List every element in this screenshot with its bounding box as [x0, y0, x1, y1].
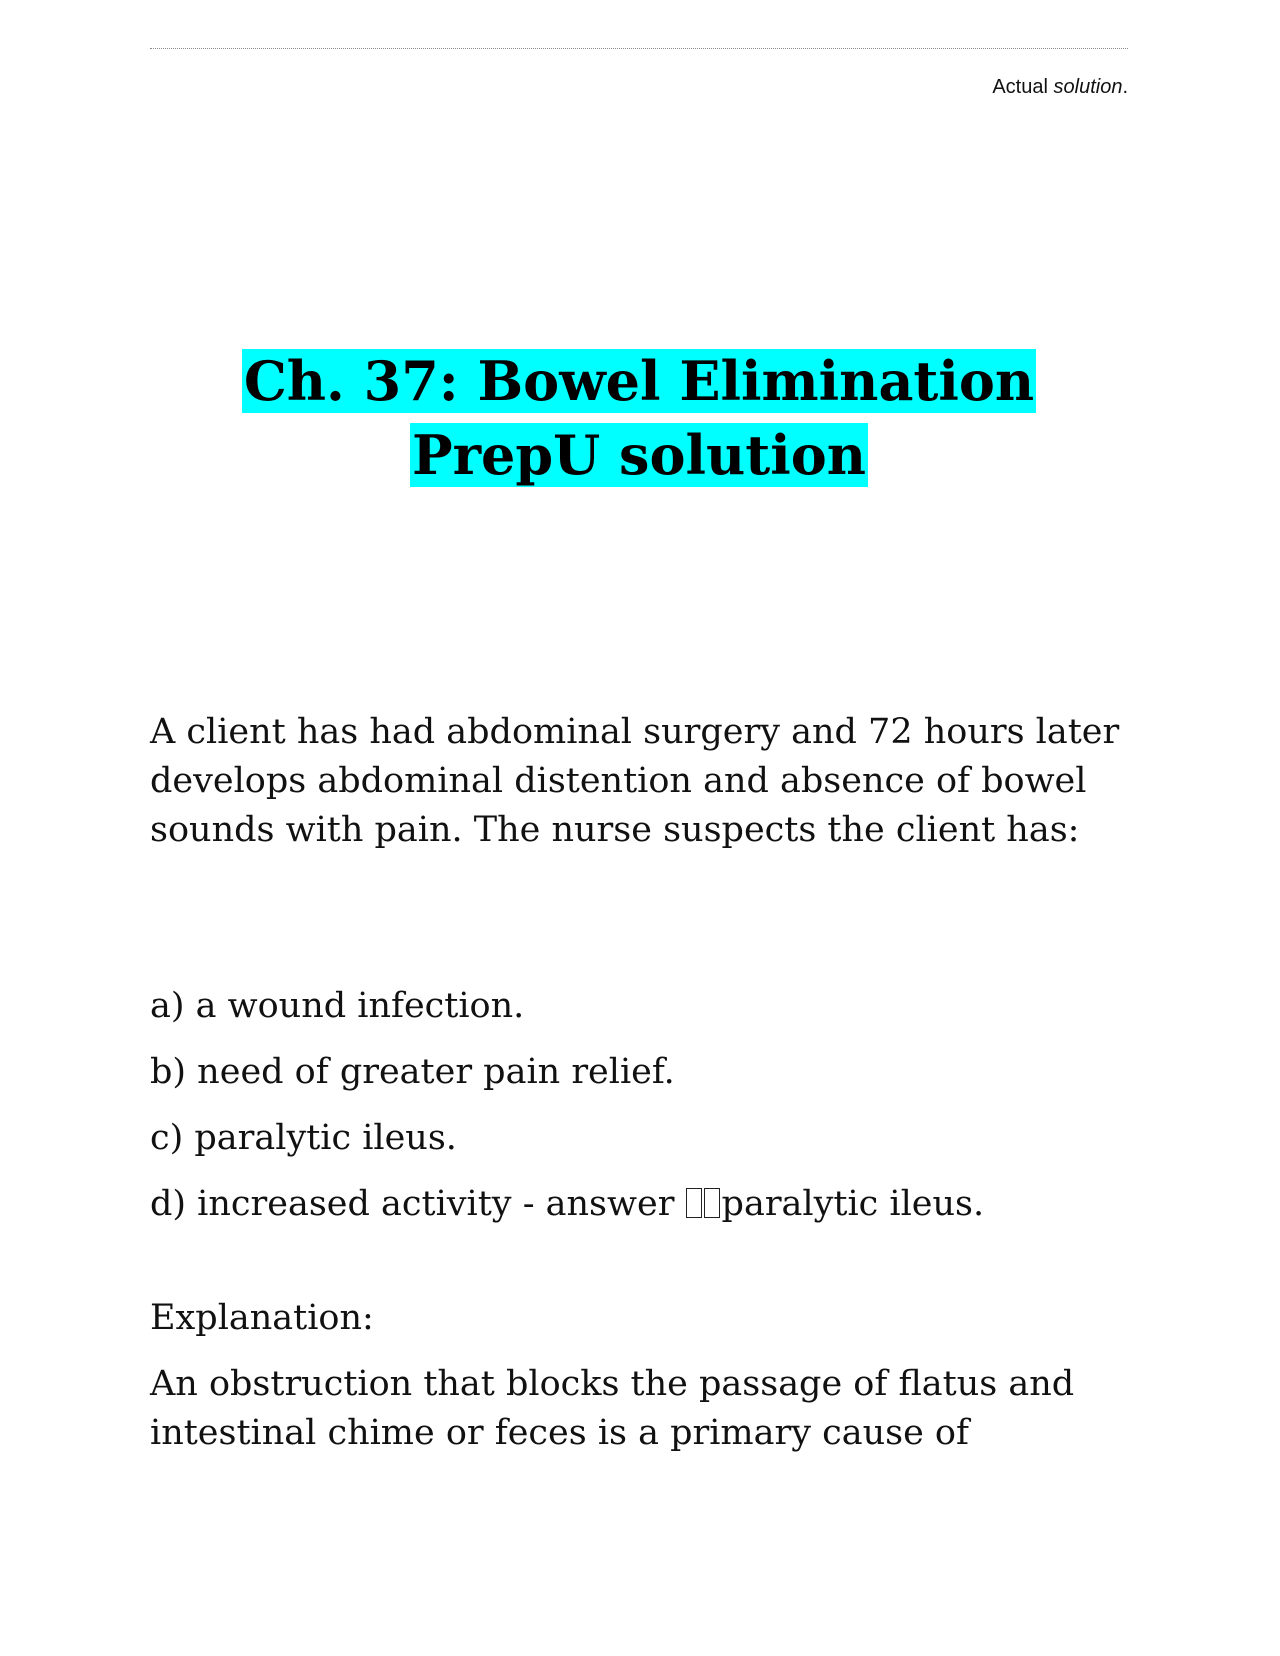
title-line-2: PrepU solution: [412, 423, 866, 487]
answer-options: [150, 984, 1128, 1248]
header-text-italic: solution: [1053, 76, 1123, 98]
option-c: c) paralytic ileus.: [150, 1118, 457, 1158]
title-line-1: Ch. 37: Bowel Elimination: [243, 349, 1035, 413]
option-a: a) a wound infection.: [150, 986, 525, 1026]
header-divider: [150, 48, 1128, 49]
question-text: A client has had abdominal surgery and 72 hours later develops abdominal distention and absence of bowel sounds with pain. The nurse suspects the client has:: [150, 712, 1120, 850]
running-header: [992, 76, 1128, 99]
header-text: Actual: [992, 76, 1054, 98]
explanation-label: Explanation:: [150, 1298, 374, 1338]
header-period: .: [1122, 76, 1128, 98]
option-d-answer: paralytic ileus.: [721, 1184, 985, 1224]
option-d: [150, 1182, 1128, 1248]
option-b: b) need of greater pain relief.: [150, 1052, 675, 1092]
missing-glyph-icon: [704, 1188, 720, 1218]
missing-glyph-icon: [686, 1188, 702, 1218]
option-d-text: d) increased activity - answer: [150, 1184, 686, 1224]
document-title: [150, 344, 1128, 492]
explanation-text: An obstruction that blocks the passage of flatus and intestinal chime or feces is a primary cause of: [150, 1364, 1075, 1453]
